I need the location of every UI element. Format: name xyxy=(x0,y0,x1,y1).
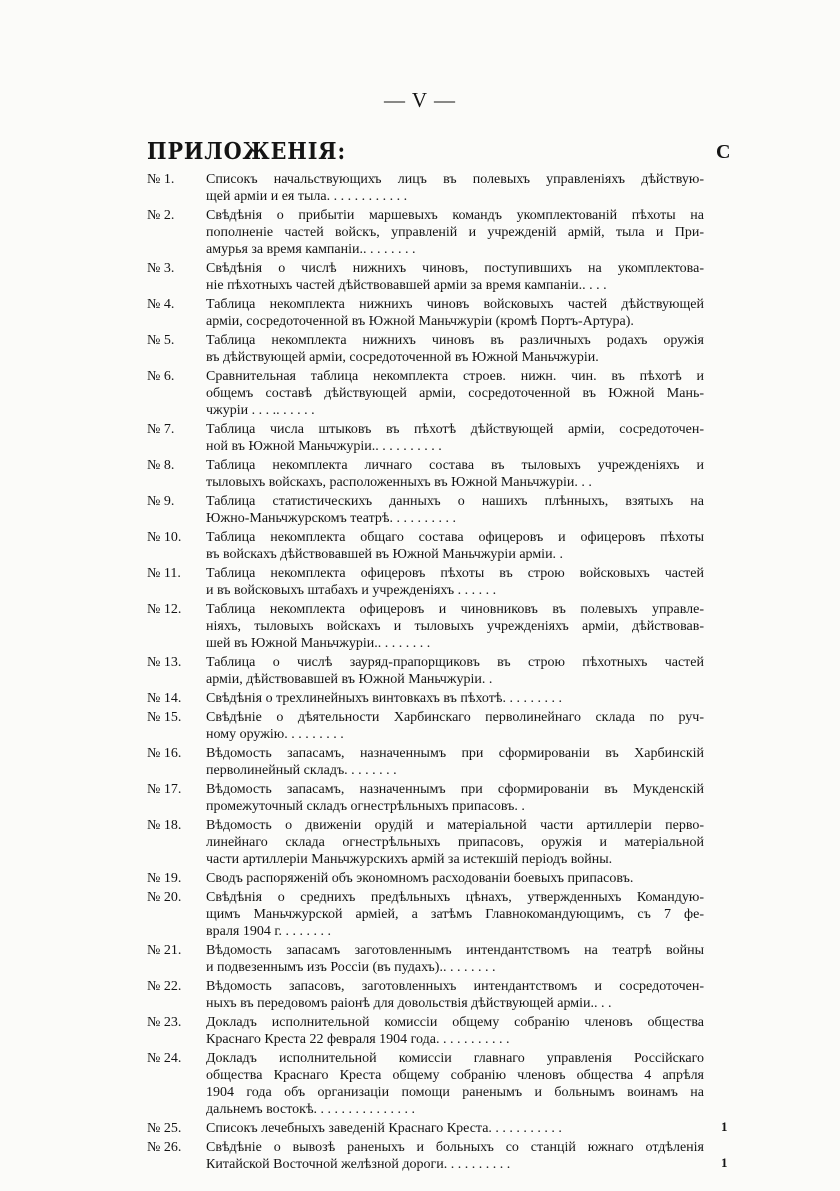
appendix-entry xyxy=(0,1120,840,1137)
appendix-list xyxy=(0,171,840,1175)
appendix-title-line: ніе пѣхотныхъ частей дѣйствовавшей арміи за время кампаніи.. . . . xyxy=(206,278,607,293)
appendix-entry xyxy=(0,745,840,779)
appendix-title-line: пополненіе частей войскъ, управленій и учрежденій армій, тыла и При- xyxy=(206,225,704,240)
appendix-number: № 18. xyxy=(147,818,182,833)
appendix-title-line: Свѣдѣнія о прибытіи маршевыхъ командъ укомплектованій пѣхоты на xyxy=(206,208,704,223)
appendix-title-line: Краснаго Креста 22 февраля 1904 года. . . . . . . . . . . xyxy=(206,1032,510,1047)
appendix-entry xyxy=(0,368,840,419)
appendix-entry xyxy=(0,171,840,205)
appendix-title-line: Южно-Маньчжурскомъ театрѣ. . . . . . . . . . xyxy=(206,511,456,526)
appendix-title xyxy=(206,529,704,563)
page-number: — V — xyxy=(384,88,456,112)
appendix-entry xyxy=(0,942,840,976)
appendix-title-line: Вѣдомость запасовъ, заготовленныхъ интендантствомъ и сосредоточен- xyxy=(206,979,704,994)
appendix-title-line: тыловыхъ войскахъ, расположенныхъ въ Южной Маньчжуріи. . . xyxy=(206,475,592,490)
appendix-number: № 8. xyxy=(147,458,175,473)
appendix-title xyxy=(206,1014,704,1048)
appendix-entry xyxy=(0,529,840,563)
appendix-title-line: перволинейный складъ. . . . . . . . xyxy=(206,763,397,778)
appendix-entry xyxy=(0,493,840,527)
appendix-title-line: арміи, сосредоточенной въ Южной Маньчжуріи (кромѣ Портъ-Артура). xyxy=(206,314,634,329)
appendix-title-line: и подвезеннымъ изъ Россіи (въ пудахъ).. . . . . . . . xyxy=(206,960,496,975)
appendix-page-ref: 1 xyxy=(721,1155,728,1170)
appendix-entry xyxy=(0,654,840,688)
appendix-entry xyxy=(0,1050,840,1118)
appendix-title-line: щей арміи и ея тыла. . . . . . . . . . . . xyxy=(206,189,408,204)
appendix-title xyxy=(206,207,704,258)
appendix-entry xyxy=(0,870,840,887)
appendix-title-line: Таблица числа штыковъ въ пѣхотѣ дѣйствующей арміи, сосредоточен- xyxy=(206,422,704,437)
appendix-title xyxy=(206,457,704,491)
appendix-title-line: Таблица некомплекта личнаго состава въ тыловыхъ учрежденіяхъ и xyxy=(206,458,704,473)
appendix-number: № 22. xyxy=(147,979,182,994)
appendix-title xyxy=(206,817,704,868)
appendix-number: № 3. xyxy=(147,261,175,276)
appendix-title xyxy=(206,1120,704,1137)
appendix-title xyxy=(206,745,704,779)
appendix-title-line: Таблица некомплекта офицеровъ пѣхоты въ строю войсковыхъ частей xyxy=(206,566,704,581)
appendix-title xyxy=(206,870,704,887)
appendix-title xyxy=(206,1139,704,1173)
appendix-title-line: общества Краснаго Креста общему собранію членовъ общества 4 апрѣля xyxy=(206,1068,704,1083)
appendix-title-line: промежуточный складъ огнестрѣльныхъ припасовъ. . xyxy=(206,799,525,814)
appendix-title xyxy=(206,493,704,527)
appendix-number: № 10. xyxy=(147,530,182,545)
appendix-title xyxy=(206,978,704,1012)
appendix-title-line: въ дѣйствующей арміи, сосредоточенной въ Южной Маньчжуріи. xyxy=(206,350,599,365)
appendix-title-line: дальнемъ востокѣ. . . . . . . . . . . . . . . xyxy=(206,1102,416,1117)
appendix-number: № 21. xyxy=(147,943,182,958)
appendix-entry xyxy=(0,889,840,940)
appendix-title-line: Вѣдомость о движеніи орудій и матеріальной части артиллеріи перво- xyxy=(206,818,704,833)
appendix-number: № 1. xyxy=(147,172,175,187)
page-title: ПРИЛОЖЕНІЯ: xyxy=(147,138,346,165)
appendix-title-line: Списокъ начальствующихъ лицъ въ полевыхъ управленіяхъ дѣйствую- xyxy=(206,172,704,187)
appendix-entry xyxy=(0,781,840,815)
page-column-mark: С xyxy=(716,141,731,163)
appendix-title xyxy=(206,654,704,688)
appendix-entry xyxy=(0,1139,840,1173)
appendix-title-line: 1904 года объ организаціи помощи раненымъ и больнымъ воинамъ на xyxy=(206,1085,704,1100)
appendix-entry xyxy=(0,565,840,599)
appendix-title-line: ніяхъ, тыловыхъ войскахъ и тыловыхъ учрежденіяхъ арміи, дѣйствовав- xyxy=(206,619,704,634)
appendix-title xyxy=(206,690,704,707)
appendix-number: № 24. xyxy=(147,1051,182,1066)
appendix-title-line: и въ войсковыхъ штабахъ и учрежденіяхъ . . . . . . xyxy=(206,583,497,598)
appendix-entry xyxy=(0,709,840,743)
appendix-entry xyxy=(0,1014,840,1048)
appendix-title xyxy=(206,296,704,330)
appendix-title-line: Таблица некомплекта общаго состава офицеровъ и офицеровъ пѣхоты xyxy=(206,530,704,545)
appendix-title-line: Вѣдомость запасамъ заготовленнымъ интендантствомъ на театрѣ войны xyxy=(206,943,704,958)
appendix-title-line: Свѣдѣніе о вывозѣ раненыхъ и больныхъ со станцій южнаго отдѣленія xyxy=(206,1140,704,1155)
appendix-title-line: Свѣдѣнія о трехлинейныхъ винтовкахъ въ пѣхотѣ. . . . . . . . . xyxy=(206,691,562,706)
appendix-entry xyxy=(0,690,840,707)
appendix-number: № 11. xyxy=(147,566,181,581)
appendix-number: № 4. xyxy=(147,297,175,312)
appendix-title-line: ному оружію. . . . . . . . . xyxy=(206,727,344,742)
appendix-title xyxy=(206,368,704,419)
appendix-title xyxy=(206,942,704,976)
appendix-title-line: Свѣдѣнія о числѣ нижнихъ чиновъ, поступившихъ на укомплектова- xyxy=(206,261,704,276)
appendix-page-ref: 1 xyxy=(721,1119,728,1134)
appendix-title-line: Таблица некомплекта офицеровъ и чиновниковъ въ полевыхъ управле- xyxy=(206,602,704,617)
appendix-title xyxy=(206,260,704,294)
appendix-title xyxy=(206,889,704,940)
appendix-entry xyxy=(0,457,840,491)
appendix-title-line: Списокъ лечебныхъ заведеній Краснаго Креста. . . . . . . . . . . xyxy=(206,1121,562,1136)
appendix-title-line: чжуріи . . . .. . . . . . xyxy=(206,403,315,418)
appendix-title xyxy=(206,332,704,366)
appendix-entry xyxy=(0,601,840,652)
appendix-entry xyxy=(0,296,840,330)
appendix-title xyxy=(206,171,704,205)
appendix-number: № 5. xyxy=(147,333,175,348)
appendix-title-line: амурья за время кампаніи.. . . . . . . . xyxy=(206,242,416,257)
appendix-title-line: ныхъ въ передовомъ раіонѣ для довольствія дѣйствующей арміи.. . . xyxy=(206,996,612,1011)
appendix-number: № 26. xyxy=(147,1140,182,1155)
appendix-entry xyxy=(0,260,840,294)
appendix-title-line: шей въ Южной Маньчжуріи.. . . . . . . . xyxy=(206,636,431,651)
appendix-number: № 2. xyxy=(147,208,175,223)
appendix-title-line: Докладъ исполнительной комиссіи общему собранію членовъ общества xyxy=(206,1015,704,1030)
appendix-entry xyxy=(0,332,840,366)
appendix-title-line: Китайской Восточной желѣзной дороги. . . . . . . . . . xyxy=(206,1157,511,1172)
appendix-title xyxy=(206,565,704,599)
appendix-title-line: щимъ Маньчжурской арміей, а затѣмъ Главнокомандующимъ, съ 7 фе- xyxy=(206,907,704,922)
appendix-number: № 13. xyxy=(147,655,182,670)
appendix-title-line: Таблица о числѣ зауряд-прапорщиковъ въ строю пѣхотныхъ частей xyxy=(206,655,704,670)
appendix-number: № 14. xyxy=(147,691,182,706)
appendix-title-line: линейнаго склада огнестрѣльныхъ припасовъ, оружія и матеріальной xyxy=(206,835,704,850)
appendix-title-line: Вѣдомость запасамъ, назначеннымъ при сформированіи въ Харбинскій xyxy=(206,746,704,761)
appendix-number: № 20. xyxy=(147,890,182,905)
appendix-number: № 7. xyxy=(147,422,175,437)
appendix-entry xyxy=(0,978,840,1012)
appendix-title-line: общемъ составѣ дѣйствующей арміи, сосредоточенной въ Южной Мань- xyxy=(206,386,704,401)
appendix-entry xyxy=(0,207,840,258)
appendix-title-line: Сводъ распоряженій объ экономномъ расходованіи боевыхъ припасовъ. xyxy=(206,871,634,886)
appendix-title xyxy=(206,1050,704,1118)
appendix-title xyxy=(206,421,704,455)
appendix-number: № 15. xyxy=(147,710,182,725)
appendix-title-line: Свѣдѣніе о дѣятельности Харбинскаго перволинейнаго склада по руч- xyxy=(206,710,704,725)
appendix-number: № 23. xyxy=(147,1015,182,1030)
appendix-title-line: Таблица некомплекта нижнихъ чиновъ въ различныхъ родахъ оружія xyxy=(206,333,704,348)
appendix-title-line: Таблица статистическихъ данныхъ о нашихъ плѣнныхъ, взятыхъ на xyxy=(206,494,704,509)
appendix-number: № 19. xyxy=(147,871,182,886)
appendix-number: № 16. xyxy=(147,746,182,761)
appendix-title-line: Докладъ исполнительной комиссіи главнаго управленія Россійскаго xyxy=(206,1051,704,1066)
appendix-number: № 9. xyxy=(147,494,175,509)
appendix-title-line: Вѣдомость запасамъ, назначеннымъ при сформированіи въ Мукденскій xyxy=(206,782,704,797)
appendix-title-line: арміи, дѣйствовавшей въ Южной Маньчжуріи. . xyxy=(206,672,493,687)
appendix-title-line: Свѣдѣнія о среднихъ предѣльныхъ цѣнахъ, утвержденныхъ Командую- xyxy=(206,890,704,905)
appendix-title xyxy=(206,601,704,652)
appendix-entry xyxy=(0,817,840,868)
appendix-title-line: враля 1904 г. . . . . . . . xyxy=(206,924,332,939)
appendix-title xyxy=(206,781,704,815)
appendix-title-line: части артиллеріи Маньчжурскихъ армій за истекшій періодъ войны. xyxy=(206,852,613,867)
appendix-title xyxy=(206,709,704,743)
appendix-title-line: Таблица некомплекта нижнихъ чиновъ войсковыхъ частей дѣйствующей xyxy=(206,297,704,312)
appendix-title-line: въ войскахъ дѣйствовавшей въ Южной Маньчжуріи арміи. . xyxy=(206,547,564,562)
appendix-number: № 25. xyxy=(147,1121,182,1136)
appendix-title-line: ной въ Южной Маньчжуріи.. . . . . . . . . . xyxy=(206,439,442,454)
appendix-title-line: Сравнительная таблица некомплекта строев. нижн. чин. въ пѣхотѣ и xyxy=(206,369,704,384)
appendix-number: № 6. xyxy=(147,369,175,384)
appendix-entry xyxy=(0,421,840,455)
appendix-number: № 12. xyxy=(147,602,182,617)
appendix-number: № 17. xyxy=(147,782,182,797)
